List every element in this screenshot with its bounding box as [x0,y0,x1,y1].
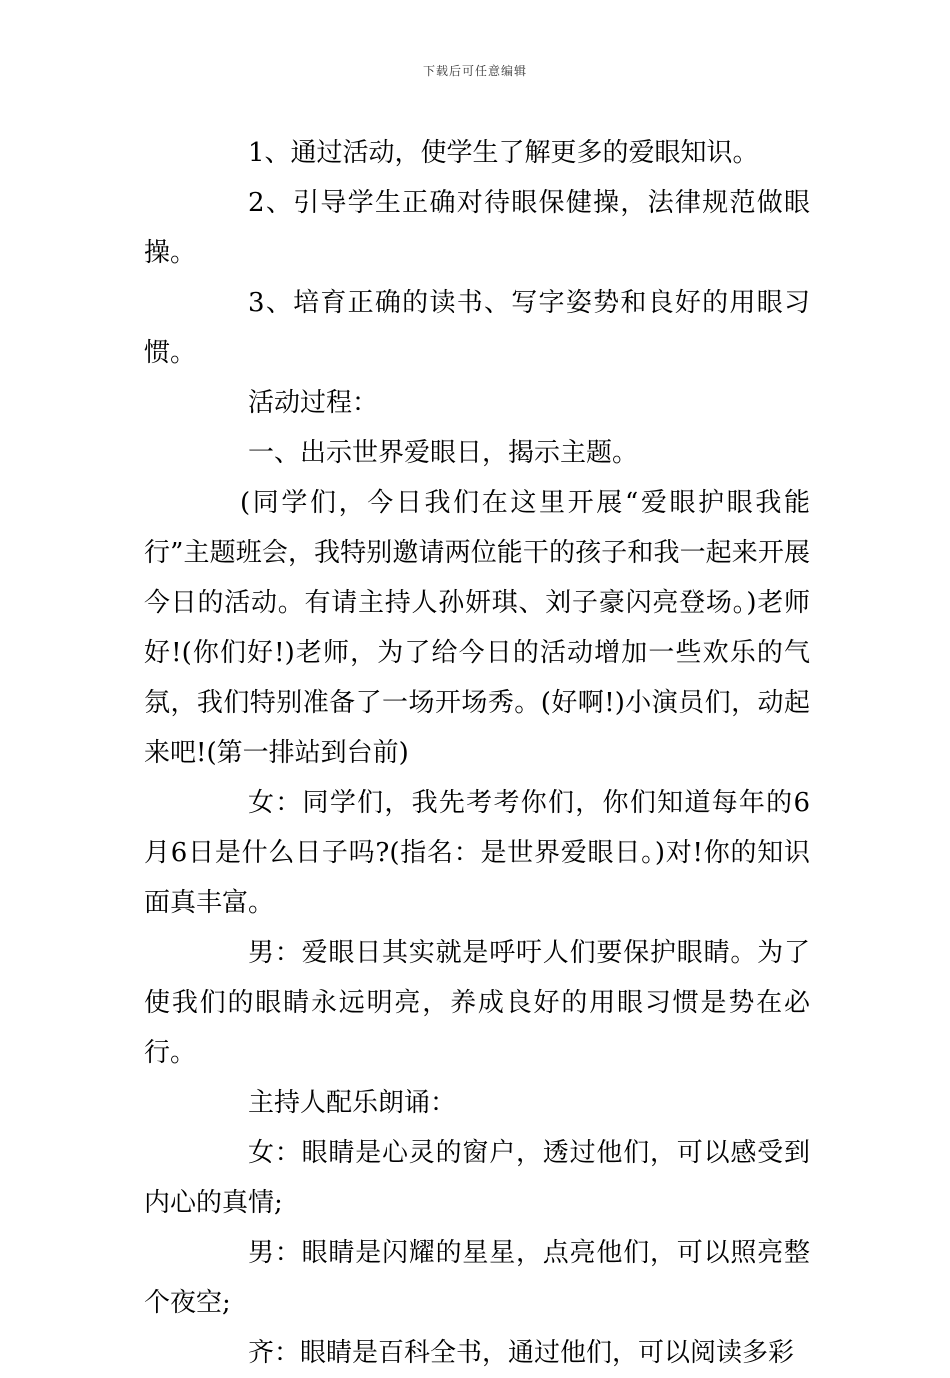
paragraph-opening: (同学们，今日我们在这里开展“爱眼护眼我能行”主题班会，我特别邀请两位能干的孩子和我一起来开展今日的活动。有请主持人孙妍琪、刘子豪闪亮登场。)老师好!(你们好!)老师，为了给今日的活动增加一些欢乐的气氛，我们特别准备了一场开场秀。(好啊!)小演员们，动起来吧!(第一排站到台前) [144,488,810,768]
paragraph-male-recite: 男：眼睛是闪耀的星星，点亮他们，可以照亮整个夜空; [144,1238,810,1318]
paragraph-recitation-heading: 主持人配乐朗诵： [248,1088,457,1118]
document-body [144,128,810,1378]
paragraph-together-recite: 齐：眼睛是百科全书，通过他们，可以阅读多彩 [248,1338,795,1368]
goal-item-1: 1、通过活动，使学生了解更多的爱眼知识。 [248,138,759,168]
step-heading-1: 一、出示世界爱眼日，揭示主题。 [248,438,639,468]
goal-item-2: 2、引导学生正确对待眼保健操，法律规范做眼操。 [144,188,810,268]
paragraph-female-host-1: 女：同学们，我先考考你们，你们知道每年的6月6日是什么日子吗?(指名：是世界爱眼日。)对!你的知识面真丰富。 [144,788,810,918]
paragraph-female-recite: 女：眼睛是心灵的窗户，透过他们，可以感受到内心的真情; [144,1138,810,1218]
section-heading-process: 活动过程： [248,388,379,418]
paragraph-male-host-1: 男：爱眼日其实就是呼吁人们要保护眼睛。为了使我们的眼睛永远明亮，养成良好的用眼习惯是势在必行。 [144,938,810,1068]
page-header: 下载后可任意编辑 [422,64,527,78]
goal-item-3: 3、培育正确的读书、写字姿势和良好的用眼习惯。 [144,288,810,368]
